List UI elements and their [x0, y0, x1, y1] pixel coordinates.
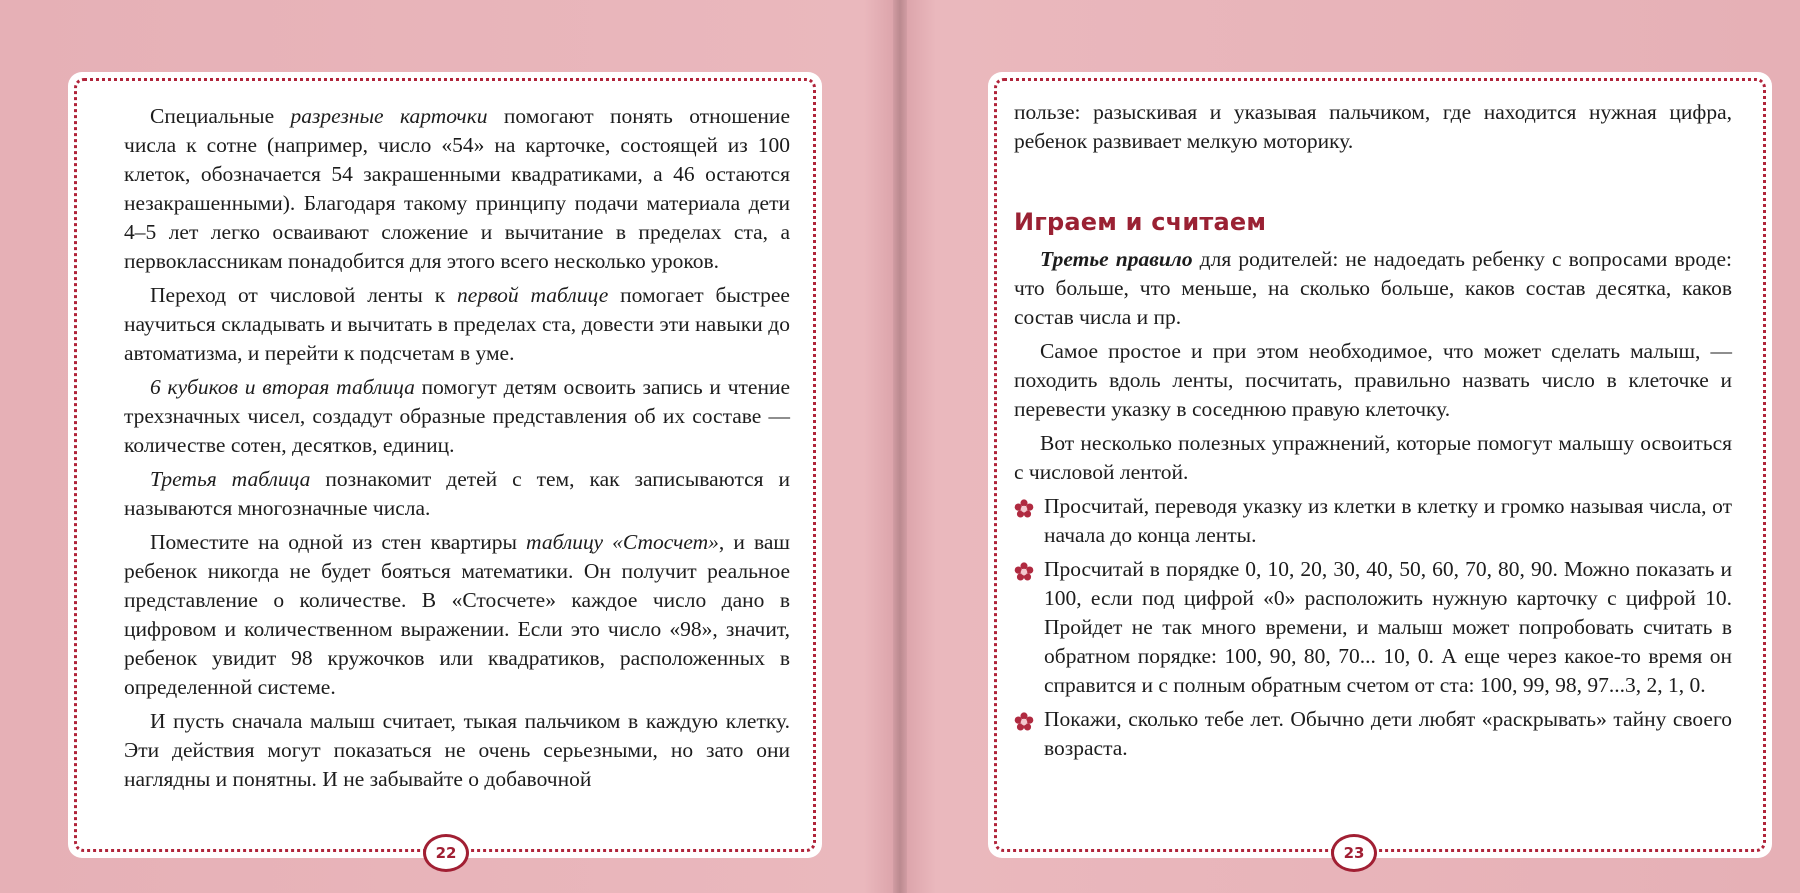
- exercise-item: [1014, 705, 1732, 763]
- right-paragraphs: [1014, 245, 1732, 487]
- exercise-item: [1014, 555, 1732, 700]
- text-run: для родителей: не надоедать ребенку с вопросами вроде: что больше, что меньше, на сколько больше, каков состав десятка, каков состав числа и пр.: [1014, 247, 1732, 329]
- body-paragraph: [124, 373, 790, 460]
- text-run: Вот несколько полезных упражнений, которые помогут малышу освоиться с числовой лентой.: [1014, 431, 1732, 484]
- left-page: [68, 72, 822, 862]
- text-run: Самое простое и при этом необходимое, что может сделать малыш, — походить вдоль ленты, посчитать, правильно назвать число в клеточке и перевести указку в соседнюю правую клеточку.: [1014, 339, 1732, 421]
- continuation-paragraph: пользе: разыскивая и указывая пальчиком, где находится нужная цифра, ребенок развивает мелкую моторику.: [1014, 100, 1732, 153]
- text-run: Специальные: [150, 104, 291, 128]
- page-number-left: 22: [423, 834, 469, 872]
- exercise-text: Просчитай, переводя указку из клетки в клетку и громко называя числа, от начала до конца ленты.: [1044, 494, 1732, 547]
- text-run: Поместите на одной из стен квартиры: [150, 530, 527, 554]
- right-page: [988, 72, 1772, 862]
- right-page-text: [1014, 98, 1732, 768]
- text-run: помогают понять отношение числа к сотне (например, число «54» на карточке, состоящей из 100 клеток, обозначается 54 закрашенными квадратиками, а 46 остаются незакрашенными). Благодаря такому принципу подачи материала дети 4–5 лет легко осваивают сложение и вычитание в пределах ста, а первоклассникам понадобится для этого всего несколько уроков.: [124, 104, 790, 273]
- body-paragraph: [1014, 245, 1732, 332]
- body-paragraph: [124, 102, 790, 276]
- text-run: И пусть сначала малыш считает, тыкая пальчиком в каждую клетку. Эти действия могут показаться не очень серьезными, но зато они наглядны и понятны. И не забывайте о добавочной: [124, 709, 790, 791]
- italic-term: Третья таблица: [150, 467, 311, 491]
- body-paragraph: [1014, 337, 1732, 424]
- text-run: Переход от числовой ленты к: [150, 283, 458, 307]
- exercise-text: Покажи, сколько тебе лет. Обычно дети любят «раскрывать» тайну своего возраста.: [1044, 707, 1732, 760]
- exercise-item: [1014, 492, 1732, 550]
- text-run: , и ваш ребенок никогда не будет бояться математики. Он получит реальное представление о количестве. В «Стосчете» каждое число дано в цифровом и количественном выражении. Если это число «98», значит, ребенок увидит 98 кружочков или квадратиков, расположенных в определенной системе.: [124, 530, 790, 699]
- italic-term: разрезные карточки: [290, 104, 488, 128]
- text-run: помогает быстрее научиться складывать и вычитать в пределах ста, довести эти навыки до автоматизма, и перейти к подсчетам в уме.: [124, 283, 790, 365]
- flower-bullet-icon: [1014, 498, 1034, 518]
- bold-italic-term: Третье правило: [1040, 247, 1193, 271]
- section-heading: Играем и считаем: [1014, 208, 1267, 236]
- text-run: помогут детям освоить запись и чтение трехзначных чисел, создадут образные представления об их составе — количестве сотен, десятков, единиц.: [124, 375, 790, 457]
- flower-bullet-icon: [1014, 711, 1034, 731]
- body-paragraph: [124, 281, 790, 368]
- exercise-list: [1014, 492, 1732, 763]
- text-run: познакомит детей с тем, как записываются и называются многозначные числа.: [124, 467, 790, 520]
- left-page-text: [124, 102, 790, 799]
- body-paragraph: [124, 465, 790, 523]
- page-number-right: 23: [1331, 834, 1377, 872]
- italic-term: 6 кубиков и вторая таблица: [150, 375, 415, 399]
- body-paragraph: [1014, 429, 1732, 487]
- body-paragraph: [124, 707, 790, 794]
- italic-term: таблицу «Стосчет»: [526, 530, 719, 554]
- exercise-text: Просчитай в порядке 0, 10, 20, 30, 40, 50, 60, 70, 80, 90. Можно показать и 100, если под цифрой «0» расположить нужную карточку с цифрой 10. Пройдет не так много времени, и малыш может попробовать считать в обратном порядке: 100, 90, 80, 70... 10, 0. А еще через какое-то время он справится и с полным обратным счетом от ста: 100, 99, 98, 97...3, 2, 1, 0.: [1044, 557, 1732, 697]
- italic-term: первой таблице: [457, 283, 609, 307]
- book-gutter: [893, 0, 907, 893]
- body-paragraph: [124, 528, 790, 702]
- flower-bullet-icon: [1014, 561, 1034, 581]
